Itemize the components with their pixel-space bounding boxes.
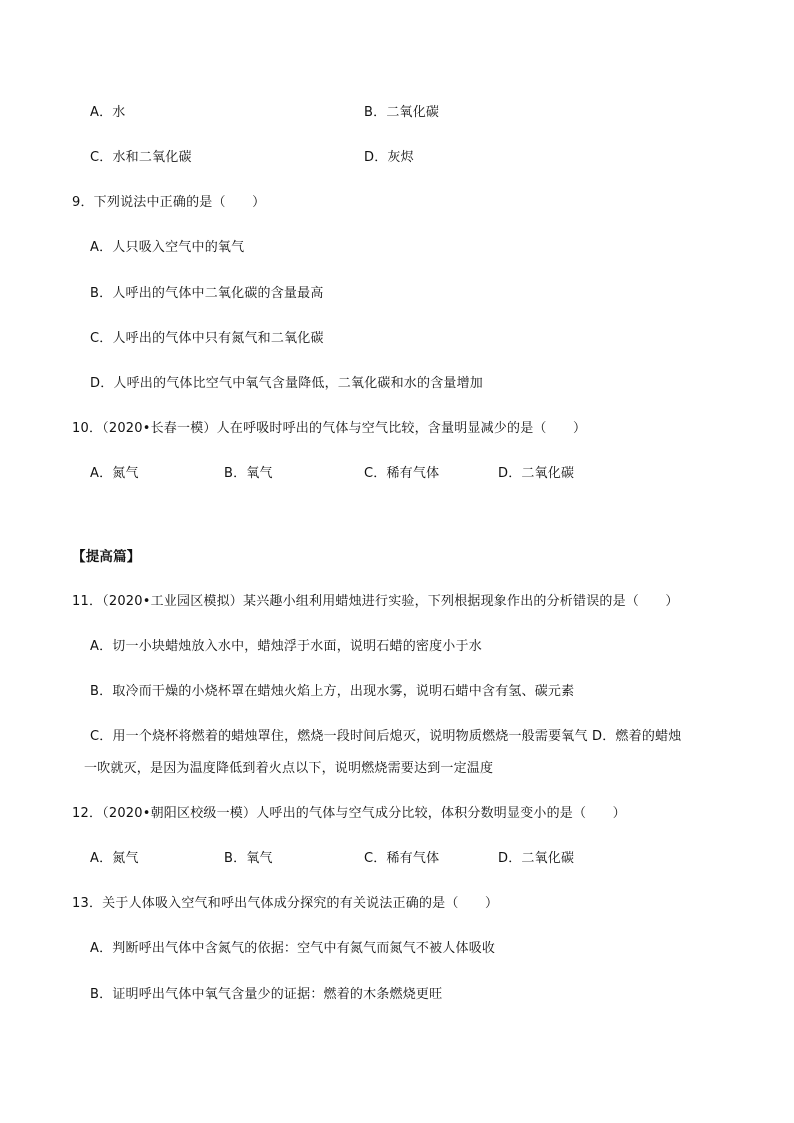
q8-option-b[interactable]: B．二氧化碳 bbox=[364, 105, 440, 120]
q8-option-a[interactable]: A．水 bbox=[90, 105, 126, 120]
q11-option-c-line1[interactable]: C．用一个烧杯将燃着的蜡烛罩住，燃烧一段时间后熄灭，说明物质燃烧一般需要氧气 D．燃着的蜡烛 bbox=[90, 729, 682, 744]
q11-option-c-line2[interactable]: 一吹就灭，是因为温度降低到着火点以下，说明燃烧需要达到一定温度 bbox=[84, 761, 494, 776]
q12-option-c[interactable]: C．稀有气体 bbox=[364, 851, 440, 866]
q10-stem: 10．（2020•长春一模）人在呼吸时呼出的气体与空气比较，含量明显减少的是（ ） bbox=[72, 421, 587, 436]
q12-stem: 12．（2020•朝阳区校级一模）人呼出的气体与空气成分比较，体积分数明显变小的是（ ） bbox=[72, 806, 626, 821]
q9-option-a[interactable]: A．人只吸入空气中的氧气 bbox=[90, 240, 245, 255]
q11-stem: 11．（2020•工业园区模拟）某兴趣小组利用蜡烛进行实验，下列根据现象作出的分析错误的是（ ） bbox=[72, 594, 679, 609]
q10-option-d[interactable]: D．二氧化碳 bbox=[498, 466, 575, 481]
q9-option-b[interactable]: B．人呼出的气体中二氧化碳的含量最高 bbox=[90, 286, 324, 301]
q9-stem: 9．下列说法中正确的是（ ） bbox=[72, 195, 266, 210]
q11-option-a[interactable]: A．切一小块蜡烛放入水中，蜡烛浮于水面，说明石蜡的密度小于水 bbox=[90, 639, 482, 654]
q10-option-a[interactable]: A．氮气 bbox=[90, 466, 139, 481]
q8-option-d[interactable]: D．灰烬 bbox=[364, 150, 414, 165]
q13-option-a[interactable]: A．判断呼出气体中含氮气的依据：空气中有氮气而氮气不被人体吸收 bbox=[90, 941, 496, 956]
q13-stem: 13．关于人体吸入空气和呼出气体成分探究的有关说法正确的是（ ） bbox=[72, 896, 499, 911]
q13-option-b[interactable]: B．证明呼出气体中氧气含量少的证据：燃着的木条燃烧更旺 bbox=[90, 987, 443, 1002]
q9-option-c[interactable]: C．人呼出的气体中只有氮气和二氧化碳 bbox=[90, 331, 324, 346]
q12-option-b[interactable]: B．氧气 bbox=[224, 851, 273, 866]
section-heading: 【提高篇】 bbox=[72, 549, 141, 565]
q8-option-c[interactable]: C．水和二氧化碳 bbox=[90, 150, 192, 165]
q10-option-b[interactable]: B．氧气 bbox=[224, 466, 273, 481]
q10-option-c[interactable]: C．稀有气体 bbox=[364, 466, 440, 481]
q11-option-b[interactable]: B．取冷而干燥的小烧杯罩在蜡烛火焰上方，出现水雾，说明石蜡中含有氢、碳元素 bbox=[90, 684, 575, 699]
q12-option-d[interactable]: D．二氧化碳 bbox=[498, 851, 575, 866]
q9-option-d[interactable]: D．人呼出的气体比空气中氧气含量降低，二氧化碳和水的含量增加 bbox=[90, 376, 484, 391]
q12-option-a[interactable]: A．氮气 bbox=[90, 851, 139, 866]
